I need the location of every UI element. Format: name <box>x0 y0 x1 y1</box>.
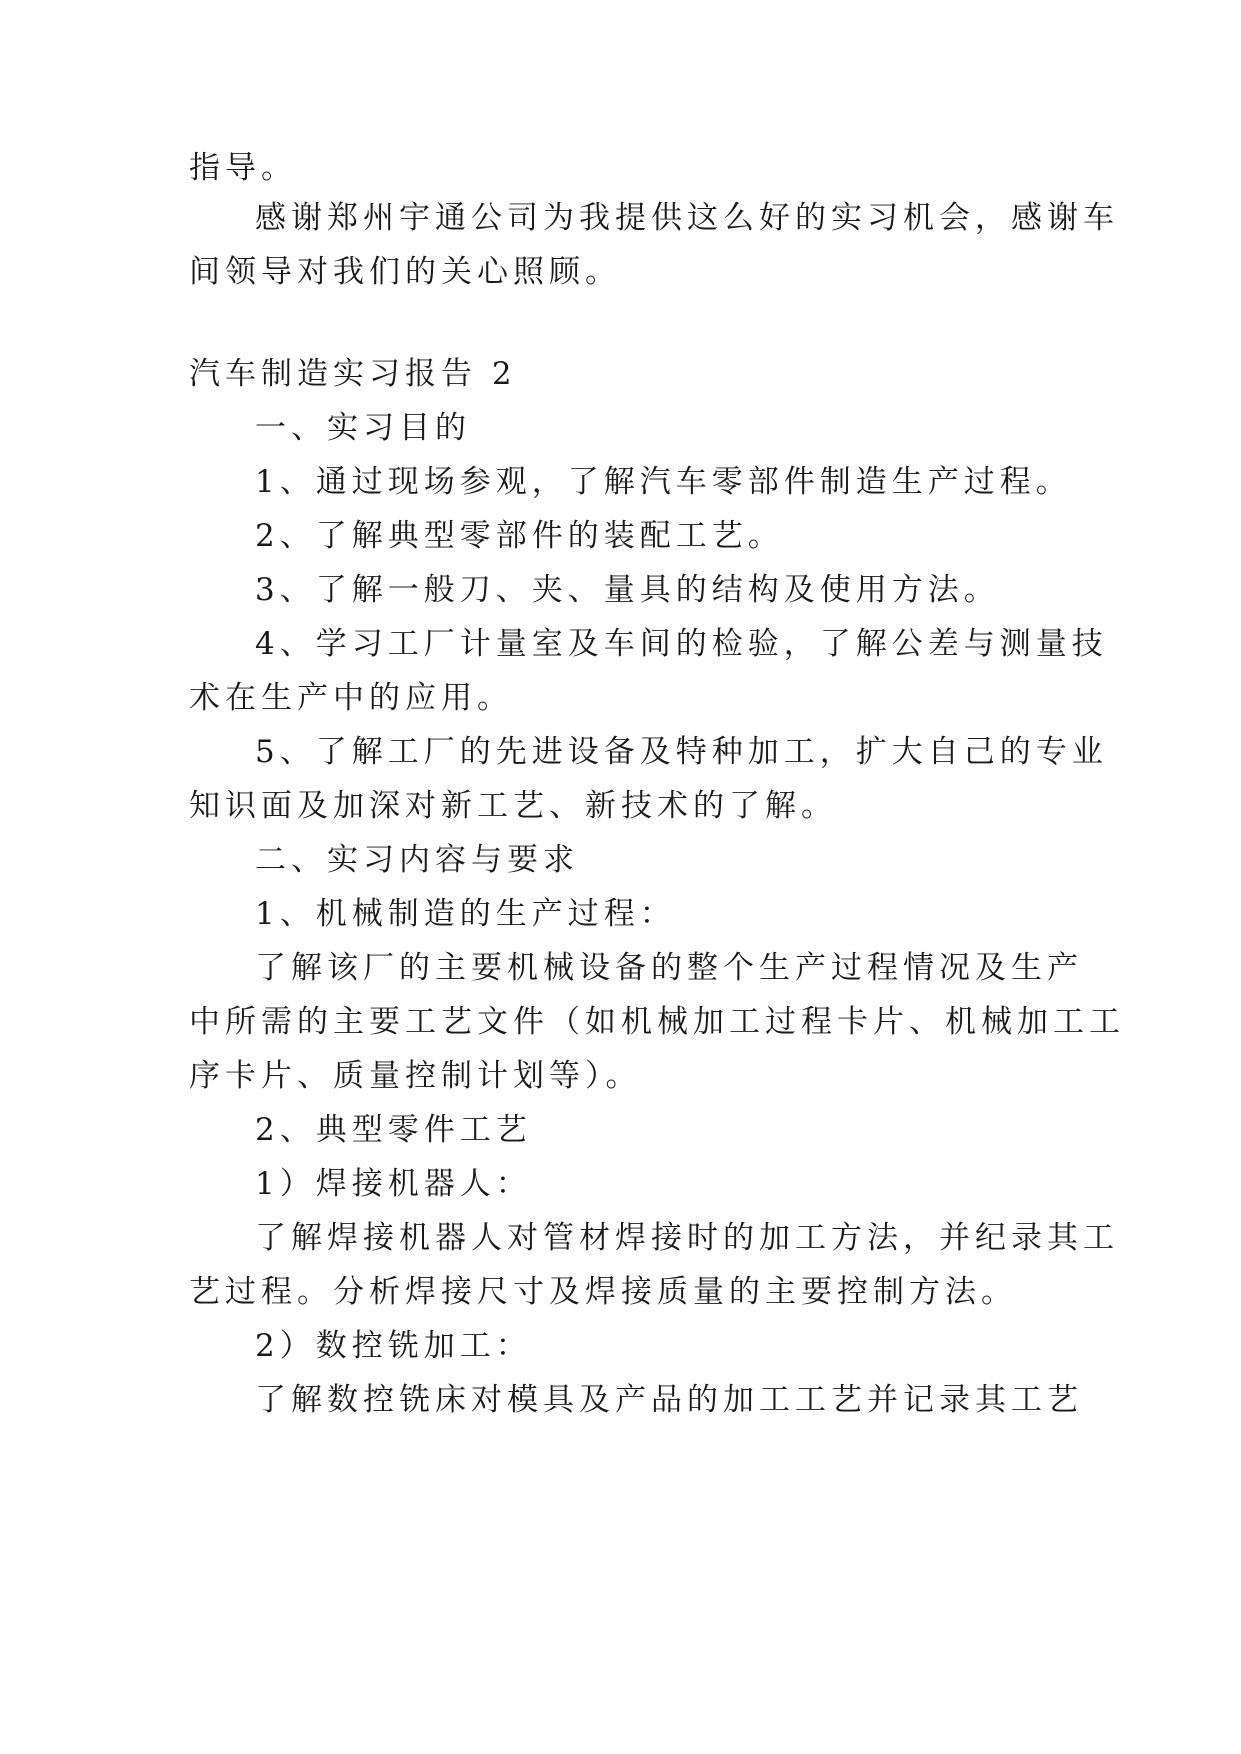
body-text-line: 艺过程。分析焊接尺寸及焊接质量的主要控制方法。 <box>189 1274 1017 1310</box>
body-text-line: 指导。 <box>189 150 297 186</box>
section-title: 汽车制造实习报告 2 <box>189 356 517 392</box>
body-text-line: 了解该厂的主要机械设备的整个生产过程情况及生产 <box>255 950 1083 986</box>
body-text-line: 术在生产中的应用。 <box>189 680 513 716</box>
body-text-line: 知识面及加深对新工艺、新技术的了解。 <box>189 788 837 824</box>
list-item: 1、通过现场参观，了解汽车零部件制造生产过程。 <box>255 464 1072 500</box>
body-text-line: 序卡片、质量控制计划等）。 <box>189 1058 642 1094</box>
list-item: 1、机械制造的生产过程： <box>255 896 676 932</box>
body-text-line: 中所需的主要工艺文件（如机械加工过程卡片、机械加工工 <box>189 1004 1125 1040</box>
list-item: 1）焊接机器人： <box>255 1166 532 1202</box>
heading-line: 二、实习内容与要求 <box>255 842 579 878</box>
body-text-line: 了解焊接机器人对管材焊接时的加工方法，并纪录其工 <box>255 1220 1119 1256</box>
list-item: 5、了解工厂的先进设备及特种加工，扩大自己的专业 <box>255 734 1108 770</box>
body-text-line: 间领导对我们的关心照顾。 <box>189 254 621 290</box>
body-text-line: 感谢郑州宇通公司为我提供这么好的实习机会，感谢车 <box>255 200 1119 236</box>
body-text-line: 了解数控铣床对模具及产品的加工工艺并记录其工艺 <box>255 1382 1083 1418</box>
list-item: 2）数控铣加工： <box>255 1328 532 1364</box>
list-item: 3、了解一般刀、夹、量具的结构及使用方法。 <box>255 572 1000 608</box>
list-item: 2、了解典型零部件的装配工艺。 <box>255 518 784 554</box>
list-item: 2、典型零件工艺 <box>255 1112 532 1148</box>
list-item: 4、学习工厂计量室及车间的检验，了解公差与测量技 <box>255 626 1108 662</box>
heading-line: 一、实习目的 <box>255 410 471 446</box>
